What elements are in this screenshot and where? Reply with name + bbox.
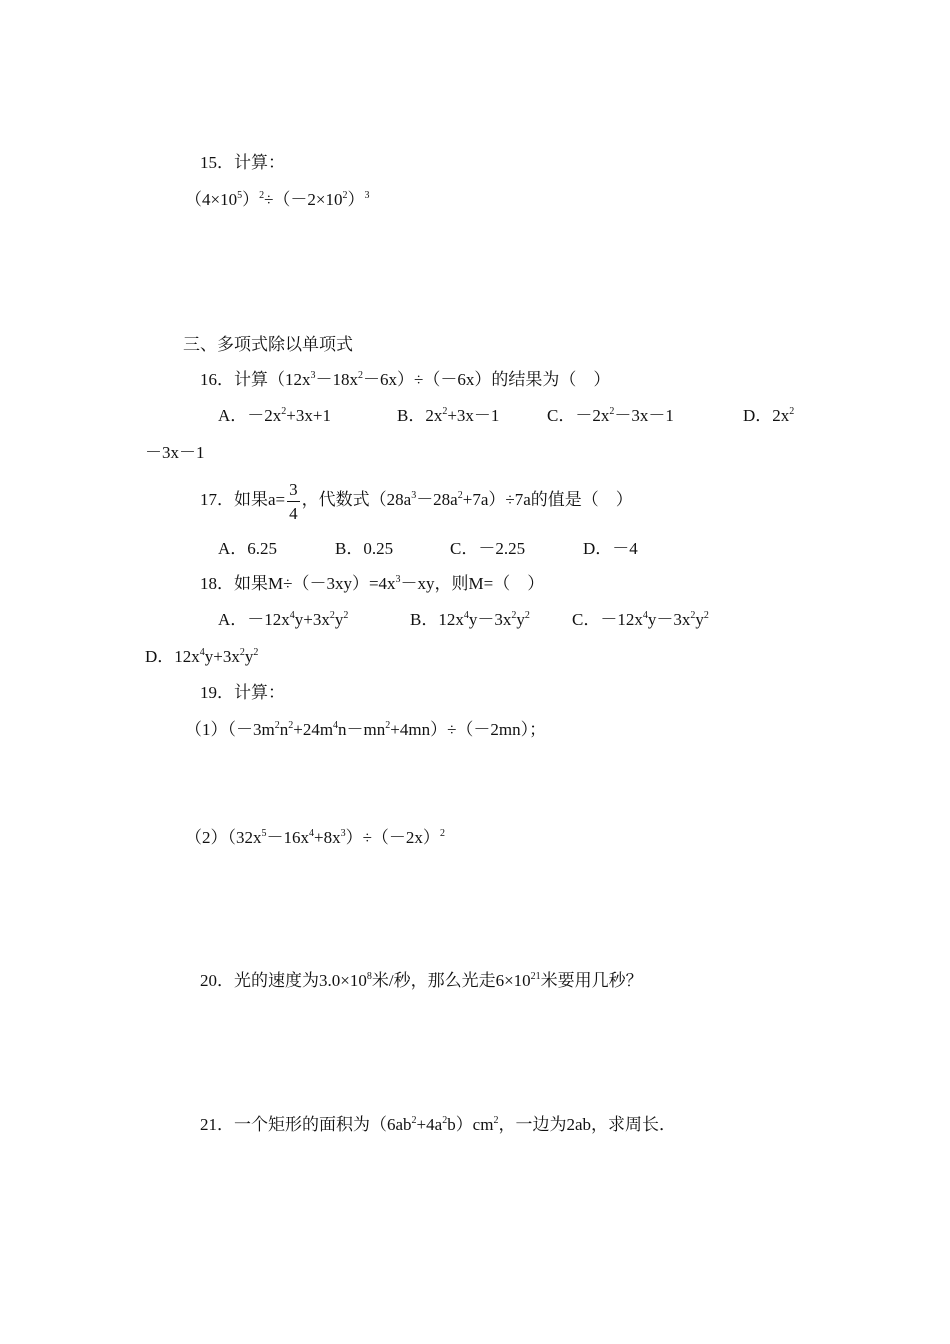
superscript: 2 [411,1115,417,1126]
option-text: +3x－1 [447,406,500,425]
expr-text: ）÷（－2x） [345,828,440,847]
fraction-denominator: 4 [289,503,298,523]
q16-stem [200,370,610,390]
option-text: y [516,610,525,629]
stem-text: 18．如果M÷（－3xy）=4x [200,574,396,593]
option-text: B．12x [410,610,464,629]
option-text: D．12x [145,647,200,666]
question-text: 21．一个矩形的面积为（6ab [200,1115,412,1134]
superscript: 2 [288,720,294,731]
expr-text: （1）（－3m [185,720,275,739]
expr-text: （4×10 [185,190,238,209]
question-text: 米/秒，那么光走6×10 [371,971,531,990]
question-text: b）cm [447,1115,494,1134]
option-text: y+3x [204,647,240,666]
superscript: 4 [309,828,314,839]
q15-expression [185,190,370,210]
superscript: 2 [442,1115,448,1126]
q18-option-d [145,647,258,667]
superscript: 3 [395,574,401,585]
option-text: A．－12x [218,610,290,629]
q19-part-1 [185,720,546,740]
superscript: 2 [789,406,795,417]
fraction-numerator: 3 [287,478,300,502]
q17-option-c: C．－2.25 [450,539,526,558]
q17-stem [200,477,633,525]
superscript: 2 [239,647,245,658]
q18-option-a [218,610,348,630]
expr-text: ） [242,190,260,209]
superscript: 2 [439,828,445,839]
q19-title: 19．计算： [200,683,285,702]
superscript: 2 [457,490,463,501]
q19-part-2 [185,828,445,848]
expr-text: ） [347,190,365,209]
superscript: 4 [199,647,205,658]
superscript: 4 [463,610,469,621]
superscript: 3 [364,190,370,201]
expr-text: （2）（32x [185,828,262,847]
superscript: 3 [310,370,316,381]
option-text: C．－2x [547,406,610,425]
superscript: 5 [261,828,267,839]
q21-text [200,1115,676,1135]
stem-text: －18x [315,370,358,389]
expr-text: n [279,720,289,739]
option-text: y+3x [294,610,330,629]
q17-option-a: A．6.25 [218,539,278,558]
superscript: 2 [259,190,265,201]
superscript: 3 [411,490,417,501]
superscript: 2 [342,190,348,201]
fraction [287,478,300,525]
superscript: 2 [274,720,280,731]
option-text: B．2x [397,406,443,425]
superscript: 2 [281,406,287,417]
question-text: +4a [416,1115,443,1134]
stem-text: 16．计算（12x [200,370,311,389]
section-heading: 三、多项式除以单项式 [183,335,353,354]
q16-option-a [218,406,331,426]
q16-option-d [743,406,794,426]
stem-text: －xy，则M=（ ） [400,574,545,593]
expr-text: +4mn）÷（－2mn）； [390,720,547,739]
q15-title: 15．计算： [200,153,285,172]
superscript: 2 [609,406,615,417]
expr-text: n－mn [338,720,386,739]
superscript: 2 [442,406,448,417]
expr-text: ÷（－2×10 [264,190,343,209]
superscript: 4 [289,610,295,621]
superscript: 2 [703,610,709,621]
superscript: 4 [333,720,339,731]
option-text: C．－12x [572,610,643,629]
q16-option-b [397,406,499,426]
superscript: 2 [253,647,259,658]
q16-option-c [547,406,674,426]
superscript: 2 [385,720,391,731]
option-text: －3x－1 [614,406,674,425]
superscript: 5 [237,190,243,201]
option-text: y [244,647,254,666]
superscript: 21 [530,971,541,982]
q17-option-b: B．0.25 [335,539,394,558]
q20-text [200,971,643,991]
superscript: 2 [690,610,696,621]
superscript: 2 [493,1115,499,1126]
superscript: 8 [366,971,372,982]
stem-text: +7a）÷7a的值是（ ） [462,490,633,509]
q16-option-d-continued: －3x－1 [145,443,205,462]
superscript: 2 [329,610,335,621]
option-text: y－3x [647,610,691,629]
option-text: A．－2x [218,406,282,425]
stem-text: －6x）÷（－6x）的结果为（ ） [363,370,611,389]
option-text: y [695,610,704,629]
expr-text: +8x [314,828,341,847]
option-text: y－3x [468,610,512,629]
stem-text: ，代数式（28a [301,490,412,509]
option-text: D．2x [743,406,790,425]
superscript: 2 [343,610,349,621]
q18-option-b [410,610,530,630]
q18-stem [200,574,544,594]
question-text: 20．光的速度为3.0×10 [200,971,367,990]
q17-option-d: D．－4 [583,539,638,558]
superscript: 4 [642,610,648,621]
option-text: y [334,610,344,629]
superscript: 2 [511,610,517,621]
question-text: 米要用几秒？ [540,971,643,990]
superscript: 2 [358,370,363,381]
q18-option-c [572,610,709,630]
superscript: 2 [524,610,530,621]
question-text: ，一边为2ab，求周长． [498,1115,677,1134]
superscript: 3 [340,828,346,839]
expr-text: +24m [293,720,334,739]
stem-text: 17．如果a= [200,490,286,509]
option-text: +3x+1 [286,406,331,425]
expr-text: －16x [266,828,309,847]
stem-text: －28a [416,490,458,509]
